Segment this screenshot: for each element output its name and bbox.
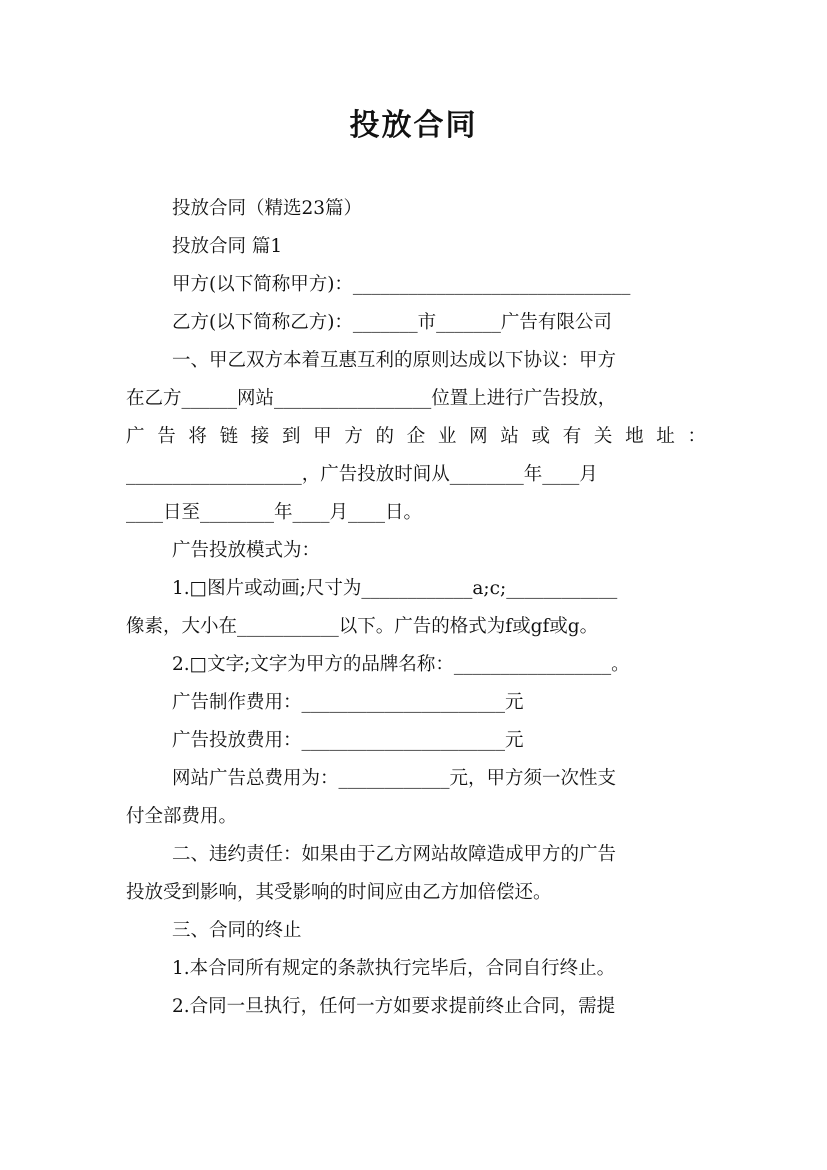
paragraph-line: 1.□图片或动画;尺寸为____________a;c;____________ [172,578,618,599]
paragraph-line: 在乙方______网站_________________位置上进行广告投放， [126,388,617,409]
paragraph-line: 广告投放模式为： [172,540,321,561]
paragraph-line: 广告投放费用：______________________元 [172,730,524,751]
paragraph-line: 三、合同的终止 [172,920,302,941]
paragraph-line: 广告制作费用：______________________元 [172,692,524,713]
paragraph-line: ____日至________年____月____日。 [126,502,423,523]
document-title: 投放合同 [349,108,478,143]
paragraph-line: 甲方(以下简称甲方)：______________________________ [172,274,631,295]
paragraph-line: 2.□文字;文字为甲方的品牌名称：_________________。 [172,654,630,675]
paragraph-line: 乙方(以下简称乙方)：_______市_______广告有限公司 [172,312,612,333]
paragraph-line: 广告将链接到甲方的企业网站或有关地址： [126,426,706,447]
paragraph-line: 付全部费用。 [126,806,238,827]
paragraph-line: 像素，大小在___________以下。广告的格式为f或gf或g。 [126,616,599,637]
paragraph-line: ___________________，广告投放时间从________年____月 [126,464,598,485]
paragraph-line: 2.合同一旦执行，任何一方如要求提前终止合同，需提 [172,996,616,1017]
paragraph-line: 投放合同 篇1 [172,236,283,257]
paragraph-line: 1.本合同所有规定的条款执行完毕后，合同自行终止。 [172,958,616,979]
paragraph-line: 投放受到影响，其受影响的时间应由乙方加倍偿还。 [126,882,552,903]
paragraph-line: 二、违约责任：如果由于乙方网站故障造成甲方的广告 [172,844,617,865]
paragraph-line: 网站广告总费用为：____________元，甲方须一次性支 [172,768,617,789]
paragraph-line: 一、甲乙双方本着互惠互利的原则达成以下协议：甲方 [172,350,617,371]
paragraph-line: 投放合同（精选23篇） [172,198,363,219]
document-body [126,190,706,1026]
